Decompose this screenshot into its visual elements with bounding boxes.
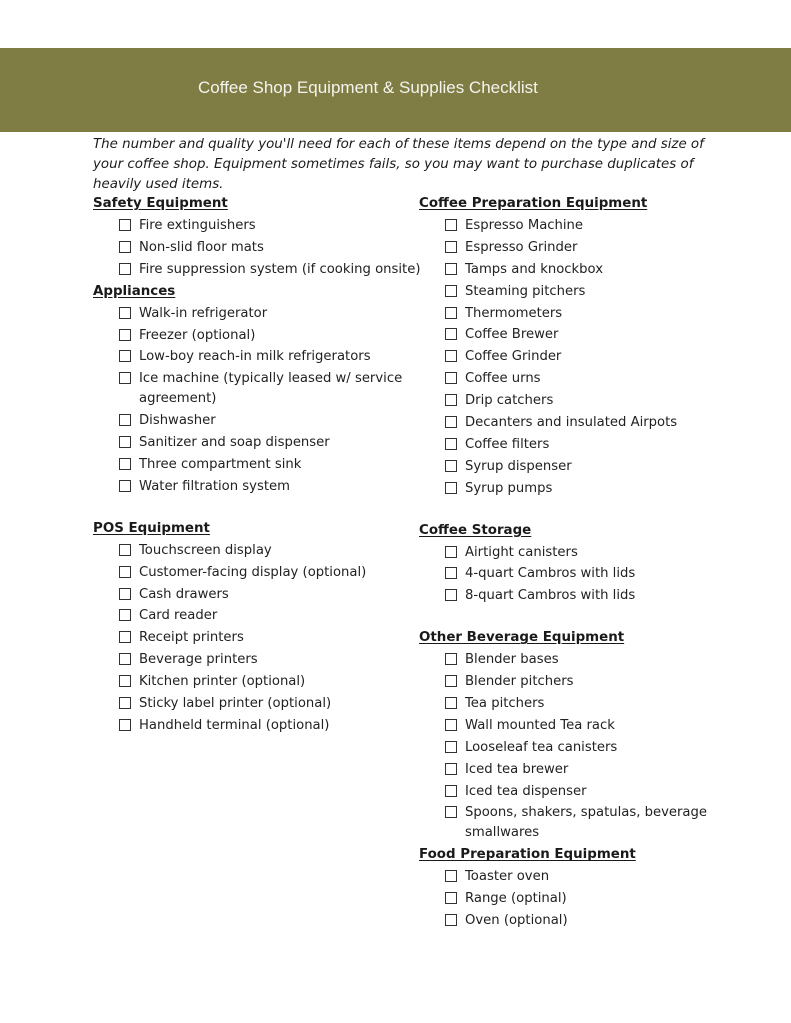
checkbox[interactable] — [445, 482, 457, 494]
checklist-item-label: 8-quart Cambros with lids — [465, 588, 636, 604]
section-heading-other-beverage-equipment: Other Beverage Equipment — [419, 630, 625, 646]
left-column — [93, 194, 423, 738]
checklist-item-label: Customer-facing display (optional) — [139, 564, 367, 580]
checklist-item — [93, 716, 423, 736]
checklist-item-label: Iced tea dispenser — [465, 783, 587, 799]
checklist-item-label: Fire suppression system (if cooking onsite) — [139, 261, 421, 277]
checkbox[interactable] — [445, 328, 457, 340]
checkbox[interactable] — [119, 307, 131, 319]
checklist-item — [93, 216, 423, 236]
checklist-item — [419, 457, 749, 477]
checklist-item — [93, 694, 423, 714]
right-column — [419, 194, 749, 933]
checkbox[interactable] — [119, 588, 131, 600]
checklist-item-label: Receipt printers — [139, 630, 244, 646]
checklist-item-label: Coffee filters — [465, 436, 550, 452]
checklist-item-label: Ice machine (typically leased w/ service agreement) — [139, 371, 403, 407]
checklist-safety-equipment — [93, 216, 423, 280]
section-food-preparation-equipment — [419, 845, 749, 931]
checkbox[interactable] — [119, 241, 131, 253]
checklist-item — [93, 585, 423, 605]
checklist-item-label: Syrup dispenser — [465, 458, 572, 474]
checklist-pos-equipment — [93, 541, 423, 736]
checklist-item — [419, 479, 749, 499]
checkbox[interactable] — [445, 416, 457, 428]
checklist-item — [419, 216, 749, 236]
checklist-item — [93, 563, 423, 583]
checkbox[interactable] — [119, 631, 131, 643]
checkbox[interactable] — [119, 653, 131, 665]
checklist-item — [93, 628, 423, 648]
checklist-item — [93, 411, 423, 431]
checklist-item-label: Cash drawers — [139, 586, 229, 602]
checklist-item — [419, 413, 749, 433]
checklist-item — [93, 347, 423, 367]
checklist-item — [419, 586, 749, 606]
checklist-item — [419, 911, 749, 931]
section-appliances — [93, 282, 423, 497]
section-heading-coffee-preparation-equipment: Coffee Preparation Equipment — [419, 196, 648, 211]
checklist-item — [419, 650, 749, 670]
checkbox[interactable] — [119, 329, 131, 341]
checklist-item-label: Steaming pitchers — [465, 283, 586, 299]
checklist-item — [419, 543, 749, 563]
checklist-item-label: Walk-in refrigerator — [139, 305, 268, 321]
checkbox[interactable] — [445, 870, 457, 882]
checkbox[interactable] — [445, 350, 457, 362]
checkbox[interactable] — [445, 589, 457, 601]
checklist-item-label: Drip catchers — [465, 393, 554, 409]
checkbox[interactable] — [119, 675, 131, 687]
checklist-item-label: Iced tea brewer — [465, 761, 569, 777]
checklist-item — [419, 260, 749, 280]
section-pos-equipment — [93, 519, 423, 736]
checklist-item — [419, 867, 749, 887]
checklist-other-beverage-equipment — [419, 650, 749, 843]
checklist-item — [419, 391, 749, 411]
section-safety-equipment — [93, 194, 423, 280]
checklist-item-label: Sticky label printer (optional) — [139, 696, 332, 712]
checklist-item-label: Decanters and insulated Airpots — [465, 415, 678, 431]
checklist-item-label: Coffee urns — [465, 371, 541, 387]
checklist-item-label: Espresso Machine — [465, 218, 584, 233]
section-heading-coffee-storage: Coffee Storage — [419, 522, 532, 538]
checkbox[interactable] — [119, 263, 131, 275]
checklist-item — [419, 672, 749, 692]
checklist-item-label: Coffee Brewer — [465, 327, 559, 343]
checklist-item-label: Low-boy reach-in milk refrigerators — [139, 349, 371, 365]
checklist-item — [419, 325, 749, 345]
checklist-item — [419, 782, 749, 802]
checklist-item-label: 4-quart Cambros with lids — [465, 566, 636, 582]
checklist-item — [93, 304, 423, 324]
checklist-item — [419, 238, 749, 258]
checklist-item-label: Freezer (optional) — [139, 327, 256, 343]
checklist-item — [419, 738, 749, 758]
page-title: Coffee Shop Equipment & Supplies Checklist — [198, 78, 538, 97]
checkbox[interactable] — [445, 741, 457, 753]
checklist-item-label: Blender pitchers — [465, 674, 574, 690]
checkbox[interactable] — [445, 263, 457, 275]
checkbox[interactable] — [119, 697, 131, 709]
checkbox[interactable] — [445, 892, 457, 904]
checklist-item — [419, 282, 749, 302]
checklist-item — [419, 803, 749, 843]
checkbox[interactable] — [445, 806, 457, 818]
checklist-item — [93, 606, 423, 626]
checklist-item-label: Spoons, shakers, spatulas, beverage smallwares — [465, 805, 707, 841]
checkbox[interactable] — [119, 372, 131, 384]
checkbox[interactable] — [445, 675, 457, 687]
checklist-item-label: Card reader — [139, 608, 218, 624]
checkbox[interactable] — [445, 460, 457, 472]
checklist-item — [419, 304, 749, 324]
checklist-item — [419, 369, 749, 389]
checklist-food-preparation-equipment — [419, 867, 749, 931]
checklist-item — [419, 716, 749, 736]
section-heading-safety-equipment: Safety Equipment — [93, 196, 228, 211]
checklist-item-label: Thermometers — [465, 305, 563, 321]
checkbox[interactable] — [119, 480, 131, 492]
section-coffee-preparation-equipment — [419, 194, 749, 499]
checklist-item-label: Fire extinguishers — [139, 218, 256, 233]
checklist-item — [93, 369, 423, 409]
checklist-item — [419, 694, 749, 714]
checkbox[interactable] — [119, 566, 131, 578]
checkbox[interactable] — [445, 763, 457, 775]
checklist-item-label: Sanitizer and soap dispenser — [139, 435, 330, 451]
checklist-item — [93, 477, 423, 497]
checkbox[interactable] — [119, 436, 131, 448]
checklist-item — [419, 347, 749, 367]
checklist-item-label: Espresso Grinder — [465, 239, 578, 255]
checkbox[interactable] — [445, 567, 457, 579]
intro-paragraph: The number and quality you'll need for each of these items depend on the type and size of your coffee shop. Equipment sometimes fails, so you may want to purchase duplicates of heavily used items. — [93, 137, 704, 192]
checkbox[interactable] — [445, 546, 457, 558]
checklist-item — [93, 433, 423, 453]
checkbox[interactable] — [119, 458, 131, 470]
checklist-item-label: Tamps and knockbox — [465, 261, 604, 277]
section-heading-appliances: Appliances — [93, 283, 176, 299]
checkbox[interactable] — [445, 914, 457, 926]
checkbox[interactable] — [445, 653, 457, 665]
checklist-item-label: Blender bases — [465, 652, 559, 668]
checklist-item — [93, 541, 423, 561]
checkbox[interactable] — [119, 219, 131, 231]
checklist-item — [93, 672, 423, 692]
checkbox[interactable] — [119, 544, 131, 556]
checklist-appliances — [93, 304, 423, 497]
checklist-item — [93, 260, 423, 280]
checkbox[interactable] — [445, 241, 457, 253]
checkbox[interactable] — [119, 350, 131, 362]
checklist-item-label: Looseleaf tea canisters — [465, 739, 618, 755]
checklist-item — [93, 650, 423, 670]
checklist-item — [419, 564, 749, 584]
checklist-item — [93, 326, 423, 346]
checkbox[interactable] — [445, 719, 457, 731]
section-other-beverage-equipment — [419, 628, 749, 843]
checkbox[interactable] — [445, 438, 457, 450]
checklist-coffee-storage — [419, 543, 749, 607]
checklist-item — [419, 435, 749, 455]
checklist-item-label: Airtight canisters — [465, 544, 578, 560]
checkbox[interactable] — [445, 372, 457, 384]
checklist-item — [419, 889, 749, 909]
checkbox[interactable] — [445, 307, 457, 319]
checklist-item-label: Water filtration system — [139, 478, 290, 494]
checklist-item-label: Range (optinal) — [465, 891, 567, 907]
checklist-item-label: Touchscreen display — [139, 542, 272, 558]
section-heading-food-preparation-equipment: Food Preparation Equipment — [419, 847, 636, 863]
checklist-item-label: Toaster oven — [465, 869, 550, 885]
checklist-item-label: Non-slid floor mats — [139, 239, 264, 255]
checkbox[interactable] — [445, 697, 457, 709]
section-heading-pos-equipment: POS Equipment — [93, 520, 210, 536]
checkbox[interactable] — [445, 285, 457, 297]
checklist-item — [419, 760, 749, 780]
checkbox[interactable] — [445, 219, 457, 231]
checklist-item — [93, 455, 423, 475]
checkbox[interactable] — [119, 609, 131, 621]
checkbox[interactable] — [119, 414, 131, 426]
checklist-item-label: Kitchen printer (optional) — [139, 674, 306, 690]
checkbox[interactable] — [119, 719, 131, 731]
checkbox[interactable] — [445, 785, 457, 797]
checklist-coffee-preparation-equipment — [419, 216, 749, 499]
checklist-item-label: Handheld terminal (optional) — [139, 717, 330, 733]
checklist-item-label: Wall mounted Tea rack — [465, 717, 615, 733]
checklist-item-label: Tea pitchers — [465, 696, 545, 712]
checklist-item-label: Beverage printers — [139, 652, 258, 668]
checklist-item-label: Dishwasher — [139, 413, 216, 429]
checklist-item-label: Coffee Grinder — [465, 349, 562, 365]
checklist-item-label: Oven (optional) — [465, 913, 568, 929]
checklist-item-label: Syrup pumps — [465, 480, 553, 496]
checkbox[interactable] — [445, 394, 457, 406]
section-coffee-storage — [419, 521, 749, 607]
checklist-item-label: Three compartment sink — [139, 457, 302, 473]
checklist-item — [93, 238, 423, 258]
